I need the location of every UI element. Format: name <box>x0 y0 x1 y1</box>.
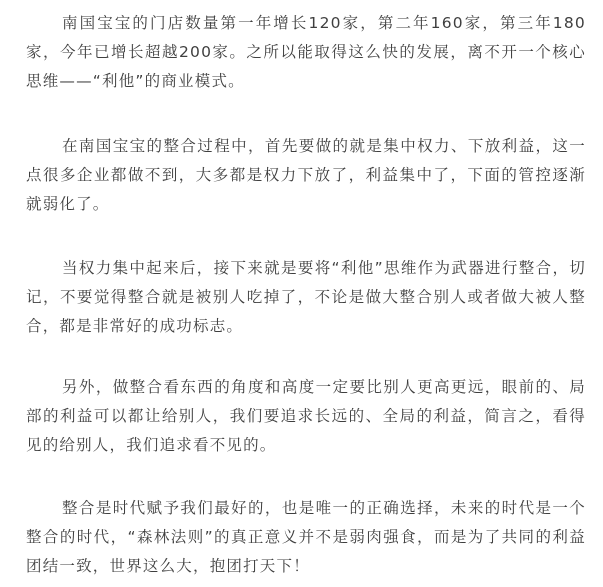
paragraph-1: 南国宝宝的门店数量第一年增长120家，第二年160家，第三年180家，今年已增长超越200家。之所以能取得这么快的发展，离不开一个核心思维——“利他”的商业模式。 <box>26 14 586 90</box>
paragraph-5: 整合是时代赋予我们最好的，也是唯一的正确选择，未来的时代是一个整合的时代，“森林法则”的真正意义并不是弱肉强食，而是为了共同的利益团结一致，世界这么大，抱团打天下！ <box>26 499 586 575</box>
paragraph-3: 当权力集中起来后，接下来就是要将“利他”思维作为武器进行整合，切记，不要觉得整合就是被别人吃掉了，不论是做大整合别人或者做大被人整合，都是非常好的成功标志。 <box>26 259 586 335</box>
paragraph-2: 在南国宝宝的整合过程中，首先要做的就是集中权力、下放利益，这一点很多企业都做不到，大多都是权力下放了，利益集中了，下面的管控逐渐就弱化了。 <box>26 137 586 213</box>
paragraph-4: 另外，做整合看东西的角度和高度一定要比别人更高更远，眼前的、局部的利益可以都让给别人，我们要追求长远的、全局的利益，简言之，看得见的给别人，我们追求看不见的。 <box>26 378 586 454</box>
